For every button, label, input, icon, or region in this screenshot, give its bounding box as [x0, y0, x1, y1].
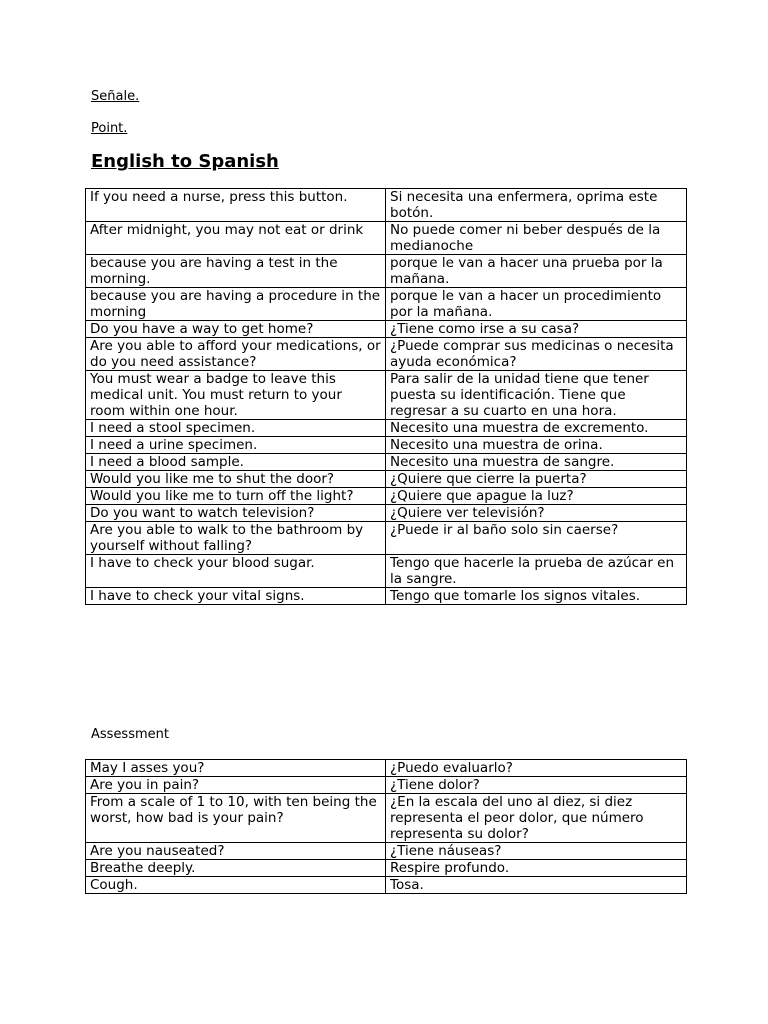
english-phrase-cell: because you are having a test in the morning.	[86, 255, 386, 288]
english-phrase-cell: Are you able to afford your medications, or do you need assistance?	[86, 338, 386, 371]
spanish-phrase-cell: ¿Puede ir al baño solo sin caerse?	[386, 522, 687, 555]
english-phrase-cell: After midnight, you may not eat or drink	[86, 222, 386, 255]
english-phrase-cell: I need a stool specimen.	[86, 420, 386, 437]
spanish-phrase-cell: Tengo que hacerle la prueba de azúcar en la sangre.	[386, 555, 687, 588]
table-row	[86, 505, 687, 522]
table-row	[86, 522, 687, 555]
table-row	[86, 555, 687, 588]
table-row	[86, 471, 687, 488]
english-phrase-cell: From a scale of 1 to 10, with ten being the worst, how bad is your pain?	[86, 794, 386, 843]
table-row	[86, 760, 687, 777]
page-title: English to Spanish	[91, 151, 279, 172]
spanish-phrase-cell: Necesito una muestra de excremento.	[386, 420, 687, 437]
spanish-phrase-cell: ¿Tiene náuseas?	[386, 843, 687, 860]
table-row	[86, 777, 687, 794]
spanish-phrase-cell: ¿Quiere ver televisión?	[386, 505, 687, 522]
table-row	[86, 794, 687, 843]
heading-senale-text: Señale.	[91, 89, 140, 104]
spanish-phrase-cell: ¿Puede comprar sus medicinas o necesita ayuda económica?	[386, 338, 687, 371]
english-phrase-cell: Are you nauseated?	[86, 843, 386, 860]
table-row	[86, 454, 687, 471]
spanish-phrase-cell: ¿Tiene como irse a su casa?	[386, 321, 687, 338]
spanish-phrase-cell: porque le van a hacer una prueba por la mañana.	[386, 255, 687, 288]
spanish-phrase-cell: Para salir de la unidad tiene que tener puesta su identificación. Tiene que regresar a su cuarto en una hora.	[386, 371, 687, 420]
table-row	[86, 189, 687, 222]
spanish-phrase-cell: Tosa.	[386, 877, 687, 894]
spanish-phrase-cell: ¿Quiere que apague la luz?	[386, 488, 687, 505]
assessment-label: Assessment	[91, 727, 169, 742]
english-phrase-cell: because you are having a procedure in the morning	[86, 288, 386, 321]
table-row	[86, 843, 687, 860]
phrase-table-body	[86, 189, 687, 605]
english-phrase-cell: I have to check your vital signs.	[86, 588, 386, 605]
english-phrase-cell: Are you in pain?	[86, 777, 386, 794]
english-phrase-cell: You must wear a badge to leave this medical unit. You must return to your room within one hour.	[86, 371, 386, 420]
english-phrase-cell: I need a urine specimen.	[86, 437, 386, 454]
english-phrase-cell: Do you want to watch television?	[86, 505, 386, 522]
assessment-table	[85, 759, 687, 894]
english-phrase-cell: I need a blood sample.	[86, 454, 386, 471]
heading-point	[91, 121, 127, 136]
english-phrase-cell: Do you have a way to get home?	[86, 321, 386, 338]
table-row	[86, 588, 687, 605]
spanish-phrase-cell: Necesito una muestra de sangre.	[386, 454, 687, 471]
table-row	[86, 288, 687, 321]
table-row	[86, 860, 687, 877]
english-phrase-cell: Breathe deeply.	[86, 860, 386, 877]
spanish-phrase-cell: porque le van a hacer un procedimiento por la mañana.	[386, 288, 687, 321]
table-row	[86, 222, 687, 255]
spanish-phrase-cell: Necesito una muestra de orina.	[386, 437, 687, 454]
table-row	[86, 321, 687, 338]
spanish-phrase-cell: ¿En la escala del uno al diez, si diez representa el peor dolor, que número representa su dolor?	[386, 794, 687, 843]
spanish-phrase-cell: Respire profundo.	[386, 860, 687, 877]
assessment-table-body	[86, 760, 687, 894]
english-phrase-cell: If you need a nurse, press this button.	[86, 189, 386, 222]
table-row	[86, 255, 687, 288]
table-row	[86, 420, 687, 437]
spanish-phrase-cell: Tengo que tomarle los signos vitales.	[386, 588, 687, 605]
table-row	[86, 338, 687, 371]
spanish-phrase-cell: No puede comer ni beber después de la medianoche	[386, 222, 687, 255]
english-phrase-cell: May I asses you?	[86, 760, 386, 777]
spanish-phrase-cell: Si necesita una enfermera, oprima este botón.	[386, 189, 687, 222]
english-phrase-cell: I have to check your blood sugar.	[86, 555, 386, 588]
spanish-phrase-cell: ¿Tiene dolor?	[386, 777, 687, 794]
phrase-table	[85, 188, 687, 605]
heading-senale	[91, 89, 139, 104]
spanish-phrase-cell: ¿Puedo evaluarlo?	[386, 760, 687, 777]
spanish-phrase-cell: ¿Quiere que cierre la puerta?	[386, 471, 687, 488]
table-row	[86, 488, 687, 505]
english-phrase-cell: Are you able to walk to the bathroom by yourself without falling?	[86, 522, 386, 555]
english-phrase-cell: Cough.	[86, 877, 386, 894]
english-phrase-cell: Would you like me to shut the door?	[86, 471, 386, 488]
heading-point-text: Point.	[91, 121, 128, 136]
table-row	[86, 371, 687, 420]
table-row	[86, 437, 687, 454]
english-phrase-cell: Would you like me to turn off the light?	[86, 488, 386, 505]
table-row	[86, 877, 687, 894]
